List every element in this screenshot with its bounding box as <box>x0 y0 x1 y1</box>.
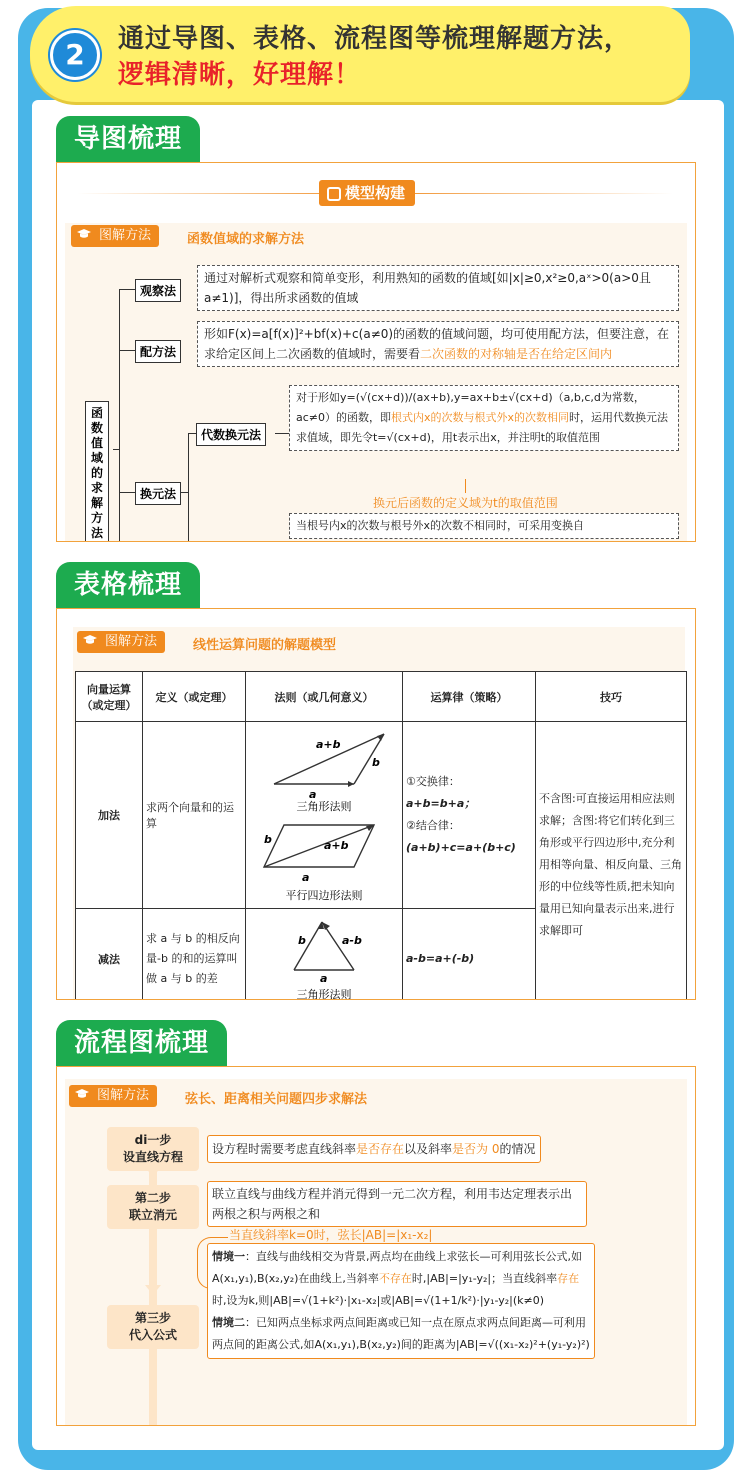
highlight-text: 根式内x的次数与根式外x的次数相同 <box>391 411 570 424</box>
header-cell: 技巧 <box>536 672 687 722</box>
complete-square-description <box>197 321 679 367</box>
vector-label: b <box>298 934 306 947</box>
method-label-text: 图解方法 <box>105 634 158 649</box>
method-label-text: 图解方法 <box>97 1088 150 1103</box>
vector-operations-table <box>75 671 687 1000</box>
section-tab-flowchart: 流程图梳理 <box>56 1020 227 1066</box>
graduation-cap-icon <box>75 1089 89 1099</box>
book-icon <box>327 187 341 201</box>
header-cell: 法则（或几何意义） <box>246 672 403 722</box>
branch-substitution: 换元法 <box>135 482 181 505</box>
connector <box>119 289 135 290</box>
rule-cell <box>246 722 403 909</box>
header-cell: 定义（或定理） <box>143 672 246 722</box>
substitution-note: 换元后函数的定义域为t的取值范围 <box>373 496 558 510</box>
banner-title-line1: 通过导图、表格、流程图等梳理解题方法， <box>118 24 632 54</box>
connector <box>119 350 135 351</box>
root-node: 函数值域的求解方法 <box>85 401 109 542</box>
def-cell: 求 a 与 b 的相反向量-b 的和的运算叫做 a 与 b 的差 <box>143 909 246 1001</box>
vector-label: a+b <box>316 738 341 751</box>
branch-complete-square: 配方法 <box>135 340 181 363</box>
text-part: 时,设为k,则|AB|=√(1+k²)·|x₁-x₂|或|AB|=√(1+1/k²)·|y₁-y₂|(k≠0) <box>212 1294 545 1307</box>
highlight-text: 不存在 <box>378 1272 412 1285</box>
text-part: 设方程时需要考虑直线斜率 <box>212 1142 357 1156</box>
step2-description: 联立直线与曲线方程并消元得到一元二次方程，利用韦达定理表示出两根之积与两根之和 <box>207 1181 587 1227</box>
highlight-text: 二次函数的对称轴是否在给定区间内 <box>420 347 613 361</box>
step3-note: 当直线斜率k=0时，弦长|AB|=|x₁-x₂| <box>229 1228 433 1242</box>
connector <box>181 492 188 493</box>
step-number: 第三步 <box>134 1311 171 1325</box>
connector <box>275 433 289 434</box>
model-label-text: 模型构建 <box>345 184 406 202</box>
graduation-cap-icon <box>77 229 91 239</box>
branch-observe: 观察法 <box>135 279 181 302</box>
flow-step-1 <box>107 1127 199 1171</box>
model-build-label <box>319 180 415 206</box>
flow-step-3 <box>107 1305 199 1349</box>
highlight-text: 存在 <box>557 1272 580 1285</box>
header-cell: 向量运算（或定理） <box>76 672 143 722</box>
law-line: ②结合律： <box>406 819 460 832</box>
connector <box>465 479 466 493</box>
tips-cell: 不含图:可直接运用相应法则求解；含图:将它们转化到三角形或平行四边形中,充分利用相等向量、相反向量、三角形的中位线等性质,把未知向量用已知向量表示出来,进行求解即可 <box>536 722 687 1001</box>
method-title: 函数值域的求解方法 <box>187 232 305 247</box>
law-line: a+b=b+a； <box>406 797 476 810</box>
algebraic-substitution-description <box>289 385 679 451</box>
subtraction-triangle-figure <box>254 912 394 1000</box>
vector-label: b <box>264 833 272 846</box>
step1-description <box>207 1135 541 1163</box>
step-title: 设直线方程 <box>122 1150 183 1164</box>
connector <box>188 433 196 434</box>
step-title: 联立消元 <box>128 1208 177 1222</box>
parallelogram-rule-figure <box>254 815 394 905</box>
graduation-cap-icon <box>83 635 97 645</box>
alternative-substitution-description: 当根号内x的次数与根号外x的次数不相同时，可采用变换自 <box>289 513 679 539</box>
arrow-down-icon <box>145 1285 161 1295</box>
highlight-text: 是否为 0 <box>452 1142 500 1156</box>
law-line: (a+b)+c=a+(b+c) <box>406 841 516 854</box>
table-row <box>76 722 687 909</box>
flow-step-2 <box>107 1185 199 1229</box>
branch-algebraic-substitution: 代数换元法 <box>196 423 266 446</box>
vector-label: a-b <box>342 934 362 947</box>
method-label <box>77 631 165 653</box>
rule-caption: 三角形法则 <box>296 988 352 1000</box>
step-number: di一步 <box>134 1133 172 1147</box>
rule-caption: 平行四边形法则 <box>285 889 363 902</box>
text-part: ：已知两点坐标求两点间距离或已知一点在原点求两点间距离—可利用两点间的距离公式,如A(x₁,y₁),B(x₂,y₂)间的距离为|AB|=√((x₁-x₂)²+(y₁-y₂)²) <box>212 1316 590 1351</box>
section-tab-table: 表格梳理 <box>56 562 200 608</box>
section-tab-mind-map: 导图梳理 <box>56 116 200 162</box>
vector-label: b <box>372 756 380 769</box>
vector-label: a <box>302 871 310 884</box>
method-title: 弦长、距离相关问题四步求解法 <box>185 1092 368 1107</box>
rule-cell <box>246 909 403 1001</box>
method-label-text: 图解方法 <box>99 228 152 243</box>
vector-label: a <box>309 788 317 801</box>
text-part: 时，运用代数换元法求值域，即先令t=√(cx+d)，用t表示出x，并注明t的取值范围 <box>296 411 669 444</box>
vector-label: a+b <box>324 839 349 852</box>
triangle-rule-figure <box>254 722 394 812</box>
text-part: 对于形如y=(√(cx+d))/(ax+b),y=ax+b±√(cx+d)（a,b,c,d为常数，ac≠0）的函数，即 <box>296 391 645 424</box>
section-number-badge: 2 <box>50 30 100 80</box>
text-part: 以及斜率 <box>404 1142 453 1156</box>
connector <box>113 449 119 450</box>
banner-title-line2: 逻辑清晰，好理解！ <box>118 60 362 90</box>
step3-description <box>207 1243 595 1359</box>
text-part: 时,|AB|=|y₁-y₂|；当直线斜率 <box>411 1272 558 1285</box>
case-label: 情境二 <box>212 1316 245 1329</box>
mind-map-panel <box>56 162 696 542</box>
step-title: 代入公式 <box>128 1328 177 1342</box>
method-label <box>69 1085 157 1107</box>
connector <box>188 433 189 541</box>
text-part: 形如F(x)=a[f(x)]²+bf(x)+c(a≠0)的函数的值域问题，均可使用配方法，但要注意，在求给定区间上二次函数的值域时，需要看 <box>204 327 670 361</box>
observe-description: 通过对解析式观察和简单变形，利用熟知的函数的值域[如|x|≥0,x²≥0,aˣ>0(a>0且a≠1)]，得出所求函数的值域 <box>197 265 679 311</box>
law-line: ①交换律： <box>406 775 460 788</box>
law-cell: a-b=a+(-b) <box>403 909 536 1001</box>
text-part: ：直线与曲线相交为背景,两点均在曲线上求弦长—可利用弦长公式,如A(x₁,y₁),B(x₂,y₂)在曲线上,当斜率 <box>212 1250 582 1285</box>
vector-label: a <box>320 972 328 985</box>
op-cell: 加法 <box>76 722 143 909</box>
header-cell: 运算律（策略） <box>403 672 536 722</box>
text-part: 的情况 <box>499 1142 536 1156</box>
tree-trunk <box>119 289 120 541</box>
flowchart-panel <box>56 1066 696 1426</box>
connector <box>119 492 135 493</box>
op-cell: 减法 <box>76 909 143 1001</box>
def-cell: 求两个向量和的运算 <box>143 722 246 909</box>
case-label: 情境一 <box>212 1250 245 1263</box>
method-label <box>71 225 159 247</box>
step-number: 第二步 <box>134 1191 171 1205</box>
rule-caption: 三角形法则 <box>296 800 352 812</box>
table-panel <box>56 608 696 1000</box>
law-cell <box>403 722 536 909</box>
method-title: 线性运算问题的解题模型 <box>193 638 337 653</box>
highlight-text: 是否存在 <box>356 1142 405 1156</box>
